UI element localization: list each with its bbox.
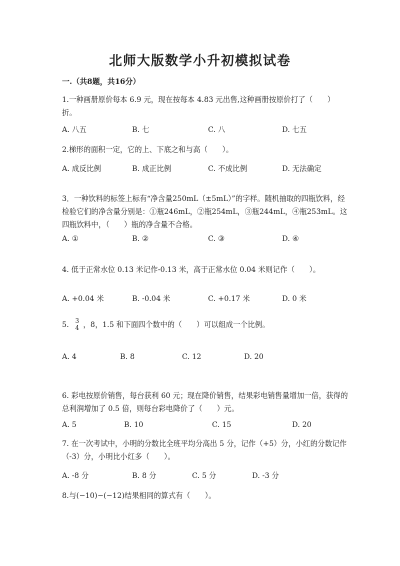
option-a[interactable]: A. 成反比例 (62, 164, 102, 173)
option-a[interactable]: A. ① (62, 234, 79, 243)
question-4: 4. 低于正常水位 0.13 米记作-0.13 米，高于正常水位 0.04 米则记作（ ）。 (62, 265, 321, 274)
option-b[interactable]: B. 8 分 (132, 471, 157, 480)
option-d[interactable]: D. -3 分 (252, 471, 279, 480)
option-c[interactable]: C. +0.17 米 (208, 294, 250, 303)
question-5-number: 5. (62, 320, 69, 329)
question-7: 7. 在一次考试中，小明的分数比全班平均分高出 5 分，记作（+5）分，小红的分数记作（-3）分，小明比小红多（ ）。 (62, 439, 347, 461)
page-title: 北师大版数学小升初模拟试卷 (108, 54, 291, 69)
question-5-text: ，8，1.5 和下面四个数中的（ ）可以组成一个比例。 (83, 320, 270, 329)
option-c[interactable]: C. 八 (208, 125, 226, 134)
option-b[interactable]: B. 10 (124, 420, 144, 429)
fraction-numerator: 3 (75, 318, 80, 325)
option-d[interactable]: D. 20 (292, 420, 312, 429)
option-c[interactable]: C. ③ (208, 234, 225, 243)
option-d[interactable]: D. 无法确定 (282, 164, 322, 173)
option-c[interactable]: C. 5 分 (192, 471, 217, 480)
question-1: 1.一种画册原价每本 6.9 元，现在按每本 4.83 元出售,这种画册按原价打了（ ）折。 (62, 95, 335, 117)
question-6: 6. 彩电按原价销售，每台获利 60 元；现在降价销售，结果彩电销售量增加一倍，获得的总利润增加了 0.5 倍，则每台彩电降价了（ ）元。 (62, 391, 348, 413)
option-a[interactable]: A. -8 分 (62, 471, 89, 480)
option-b[interactable]: B. -0.04 米 (132, 294, 171, 303)
option-b[interactable]: B. 七 (132, 125, 150, 134)
question-5 (62, 318, 348, 332)
option-b[interactable]: B. 成正比例 (132, 164, 172, 173)
option-c[interactable]: C. 不成比例 (208, 164, 248, 173)
fraction (75, 318, 79, 332)
option-b[interactable]: B. ② (132, 234, 149, 243)
option-a[interactable]: A. 八五 (62, 125, 87, 134)
option-d[interactable]: D. 0 米 (282, 294, 307, 303)
question-2: 2.梯形的面积一定，它的上、下底之和与高（ ）。 (62, 145, 234, 154)
option-a[interactable]: A. +0.04 米 (62, 294, 104, 303)
option-d[interactable]: D. 20 (244, 352, 264, 361)
option-d[interactable]: D. ④ (282, 234, 299, 243)
option-a[interactable]: A. 4 (62, 352, 77, 361)
fraction-denominator: 4 (75, 325, 80, 332)
option-d[interactable]: D. 七五 (282, 125, 307, 134)
option-a[interactable]: A. 5 (62, 420, 77, 429)
option-c[interactable]: C. 15 (212, 420, 232, 429)
question-8: 8.与(−10)−(−12)结果相同的算式有（ ）。 (62, 491, 216, 500)
option-b[interactable]: B. 8 (120, 352, 135, 361)
option-c[interactable]: C. 12 (182, 352, 202, 361)
section-heading: 一.（共8题，共16分） (62, 77, 141, 86)
question-3: 3．一种饮料的标签上标有“净含量250mL（±5mL）”的字样。随机抽取的四瓶饮料，经检验它们的净含量分别是：①瓶246mL，②瓶254mL，③瓶244mL，④瓶253mL。这四瓶饮料中，（ ）瓶的净含量不合格。 (62, 194, 348, 229)
